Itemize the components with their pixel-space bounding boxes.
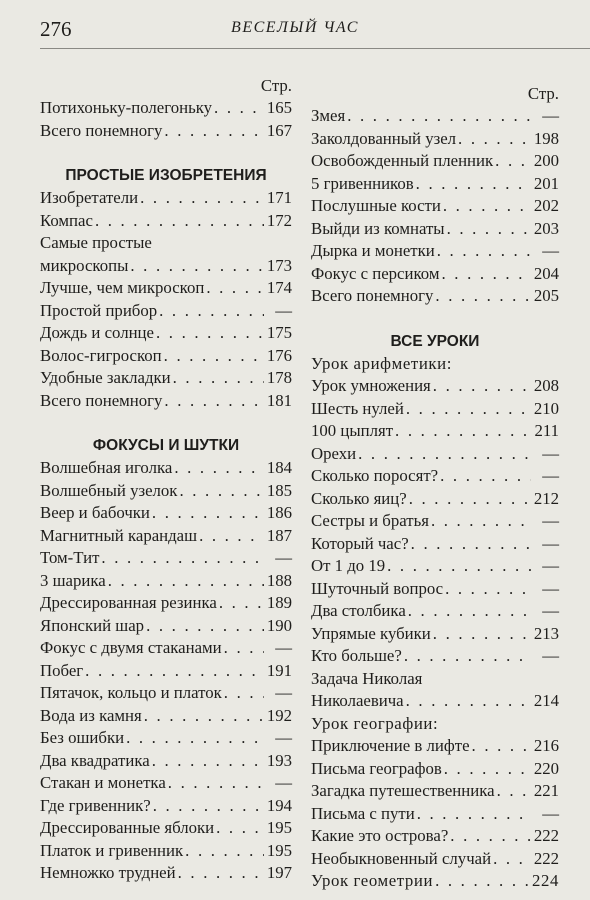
toc-entry: Без ошибки . . . — (40, 727, 292, 750)
toc-entry: Сколько поросят? . . . — (311, 465, 559, 488)
toc-entry-line1: Задача Николая (311, 668, 423, 688)
toc-entry: Выйди из комнаты . . . 203 (311, 218, 559, 241)
toc-entry: Письма географов . . . 220 (311, 758, 559, 781)
toc-entry: Загадка путешественника . . . 221 (311, 780, 559, 803)
toc-entry: Потихоньку-полегоньку . . . 165 (40, 97, 292, 120)
page-number: 276 (40, 17, 72, 41)
toc-entry: Японский шар . . . 190 (40, 615, 292, 638)
toc-entry: Сестры и братья . . . — (311, 510, 559, 533)
toc-entry: От 1 до 19 . . . — (311, 555, 559, 578)
toc-entry: Необыкновенный случай . . . 222 (311, 848, 559, 871)
toc-entry: Компас . . . 172 (40, 210, 292, 233)
toc-left-column (40, 74, 292, 885)
toc-entry: Фокус с двумя стаканами . . . — (40, 637, 292, 660)
toc-entry: Урок умножения . . . 208 (311, 375, 559, 398)
toc-entry: Немножко трудней . . . 197 (40, 862, 292, 885)
page-header (0, 0, 590, 50)
toc-entry: Лучше, чем микроскоп . . . 174 (40, 277, 292, 300)
toc-entry: 5 гривенников . . . 201 (311, 173, 559, 196)
toc-entry: Простой прибор . . . — (40, 300, 292, 323)
toc-entry: Два столбика . . . — (311, 600, 559, 623)
subsection-geography: Урок географии: (311, 713, 439, 733)
toc-entry: Удобные закладки . . . 178 (40, 367, 292, 390)
toc-entry: Вода из камня . . . 192 (40, 705, 292, 728)
toc-entry: 3 шарика . . . 188 (40, 570, 292, 593)
toc-entry: Волшебная иголка . . . 184 (40, 457, 292, 480)
subsection-arithmetic: Урок арифметики: (311, 353, 453, 373)
toc-entry: Дрессированные яблоки . . . 195 (40, 817, 292, 840)
toc-entry: Изобретатели . . . 171 (40, 187, 292, 210)
toc-entry: Николаевича . . . 214 (311, 690, 559, 713)
toc-entry: Шесть нулей . . . 210 (311, 398, 559, 421)
toc-entry: Платок и гривенник . . . 195 (40, 840, 292, 863)
toc-entry: Всего понемногу . . . 205 (311, 285, 559, 308)
toc-entry: Где гривенник? . . . 194 (40, 795, 292, 818)
toc-entry: Пятачок, кольцо и платок . . . — (40, 682, 292, 705)
toc-entry: Дрессированная резинка . . . 189 (40, 592, 292, 615)
toc-entry-line1: Самые простые (40, 233, 152, 252)
toc-entry: Какие это острова? . . . 222 (311, 825, 559, 848)
toc-entry: Змея . . . — (311, 105, 559, 128)
pages-label: Стр. (260, 76, 292, 95)
running-title: ВЕСЕЛЫЙ ЧАС (231, 19, 359, 36)
section-heading-tricks: ФОКУСЫ И ШУТКИ (92, 437, 240, 454)
toc-entry: Сколько яиц? . . . 212 (311, 488, 559, 511)
toc-entry: Два квадратика . . . 193 (40, 750, 292, 773)
toc-entry: микроскопы . . . 173 (40, 255, 292, 278)
pages-label: Стр. (527, 84, 559, 103)
toc-entry-geometry: Урок геометрии . . . 224 (311, 870, 559, 893)
toc-entry: Который час? . . . — (311, 533, 559, 556)
toc-entry: Шуточный вопрос . . . — (311, 578, 559, 601)
section-heading-inventions: ПРОСТЫЕ ИЗОБРЕТЕНИЯ (65, 167, 267, 184)
header-rule (40, 48, 590, 49)
toc-entry: Всего понемногу . . . 181 (40, 390, 292, 413)
toc-entry: Кто больше? . . . — (311, 645, 559, 668)
toc-right-column (311, 82, 559, 893)
toc-entry: Дырка и монетки . . . — (311, 240, 559, 263)
toc-entry: Заколдованный узел . . . 198 (311, 128, 559, 151)
toc-entry: Магнитный карандаш . . . 187 (40, 525, 292, 548)
toc-entry: Всего понемногу . . . 167 (40, 120, 292, 143)
toc-entry: Волос-гигроскоп . . . 176 (40, 345, 292, 368)
toc-entry: Освобожденный пленник . . . 200 (311, 150, 559, 173)
toc-entry: Том-Тит . . . — (40, 547, 292, 570)
section-heading-lessons: ВСЕ УРОКИ (390, 332, 480, 350)
toc-entry: Волшебный узелок . . . 185 (40, 480, 292, 503)
toc-entry: Письма с пути . . . — (311, 803, 559, 826)
toc-entry: Упрямые кубики . . . 213 (311, 623, 559, 646)
toc-entry: Фокус с персиком . . . 204 (311, 263, 559, 286)
toc-entry: Дождь и солнце . . . 175 (40, 322, 292, 345)
toc-entry: Послушные кости . . . 202 (311, 195, 559, 218)
toc-entry: Стакан и монетка . . . — (40, 772, 292, 795)
toc-entry: Веер и бабочки . . . 186 (40, 502, 292, 525)
toc-entry: Орехи . . . — (311, 443, 559, 466)
toc-entry: Приключение в лифте . . . 216 (311, 735, 559, 758)
toc-entry: 100 цыплят . . . 211 (311, 420, 559, 443)
toc-entry: Побег . . . 191 (40, 660, 292, 683)
